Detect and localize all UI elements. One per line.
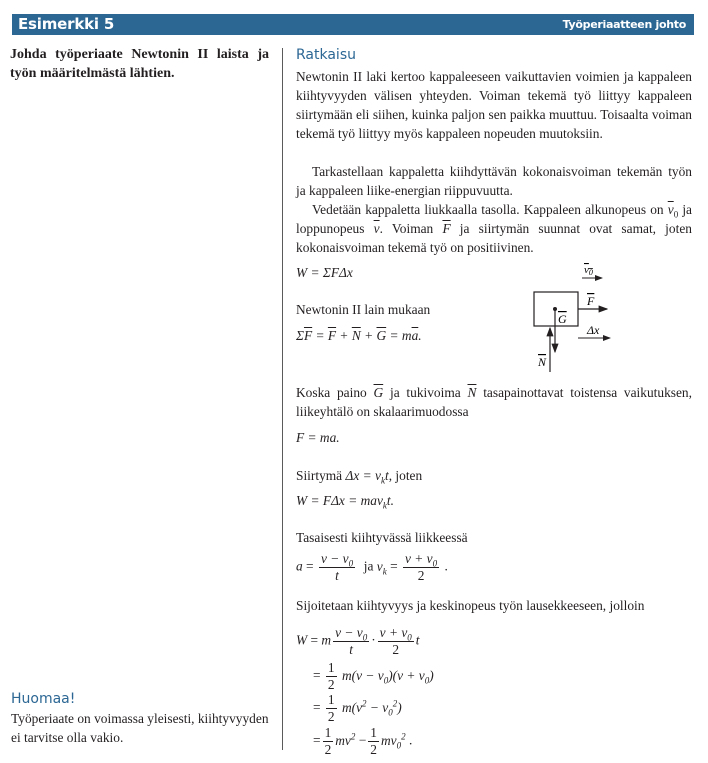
label-F: F [587, 294, 595, 308]
label-N: N [538, 355, 547, 369]
column-divider [282, 48, 283, 750]
uniform-acceleration-label: Tasaisesti kiihtyvässä liikkeessä [296, 530, 468, 545]
symbol-N: $\overline{N}$ [467, 385, 477, 400]
label-dx: Δx [587, 323, 600, 337]
displacement-label: Siirtymä $\Delta x = v_kt$, joten [296, 468, 423, 486]
solution-paragraph-1: Newtonin II laki kertoo kappaleeseen vaikuttavien voimien ja kappaleen kiihtyvyyden välisen yhteyden. Voiman tekemä työ liittyy kappaleen siirtymään eli siihen, kuinka paljon sen paikka muuttuu. Toisaalta voiman tekemä työ liittyy myös kappaleen nopeuden muutoksiin. [296, 69, 692, 141]
p3-text-a: Vedetään kappaletta liukkaalla tasolla. Kappaleen alkunopeus on [312, 202, 664, 217]
example-subtitle: Työperiaatteen johto [562, 18, 686, 31]
symbol-G: $\overline{G}$ [373, 385, 384, 400]
solution-paragraph-4 [296, 383, 692, 421]
p3-text-c: . Voiman [379, 221, 434, 236]
p4-text-c: tasapainottavat toistensa vaikutuksen, liikeyhtälö on skalaarimuodossa [296, 385, 692, 419]
example-title: Esimerkki 5 [18, 15, 115, 33]
solution-paragraph-2: Tarkastellaan kappaletta kiihdyttävän kokonaisvoiman tekemän työn ja kappaleen liike-energian riippuvuutta. [296, 164, 692, 198]
symbol-v: $\overline{v}$ [373, 221, 380, 236]
p4-text-a: Koska paino [296, 385, 367, 400]
equation-work: W = ΣFΔx [296, 265, 353, 280]
section-header-bar [12, 14, 694, 35]
substitute-label: Sijoitetaan kiihtyvyys ja keskinopeus työn lausekkeeseen, jolloin [296, 598, 645, 613]
derivation-line-3: = $\frac{1}{2}$ $m(v^2 - v_0^2)$ [313, 692, 402, 724]
label-v0: v0 [584, 264, 593, 277]
derivation-line-1: W = m $\frac{v - v_0}{t}$ · $\frac{v + v_0}{2}$ t [296, 625, 420, 657]
p3-text-b: ja loppunopeus [296, 202, 692, 236]
label-G: G [558, 312, 567, 326]
subscript-0: 0 [673, 209, 679, 220]
p3-text-d: ja siirtymän suunnat ovat samat, joten kokonaisvoiman tekemä työ on positiivinen. [296, 221, 692, 255]
symbol-F: $\overline{F}$ [442, 221, 451, 236]
task-statement: Johda työperiaate Newtonin II laista ja työn määritelmästä lähtien. [10, 47, 269, 81]
free-body-diagram [520, 260, 630, 380]
equation-scalar: F = ma. [296, 430, 340, 445]
newton-law-label: Newtonin II lain mukaan [296, 302, 431, 317]
note-heading: Huomaa! [11, 691, 76, 707]
solution-paragraph-3 [296, 200, 692, 257]
p4-text-b: ja tukivoima [389, 385, 461, 400]
derivation-line-4: = $\frac{1}{2}$ $mv^2$ − $\frac{1}{2}$ $mv_0^2$ . [313, 725, 413, 757]
symbol-v0: $\overline{v}$ [667, 202, 674, 217]
derivation-line-2: = $\frac{1}{2}$ $m(v - v_0)(v + v_0)$ [313, 660, 434, 692]
equation-work-2: W = FΔx = mav$_k$t. [296, 493, 394, 511]
equation-acceleration: a = $\frac{v - v_0}{t}$ ja $v_k$ = $\frac{v + v_0}{2}$ . [296, 551, 448, 583]
equation-newton: $\Sigma\overline{F} = \overline{F} + \overline{N} + \overline{G} = m\overline{a}$. [296, 328, 422, 343]
note-text: Työperiaate on voimassa yleisesti, kiihtyvyyden ei tarvitse olla vakio. [11, 711, 269, 745]
solution-heading: Ratkaisu [296, 47, 356, 63]
